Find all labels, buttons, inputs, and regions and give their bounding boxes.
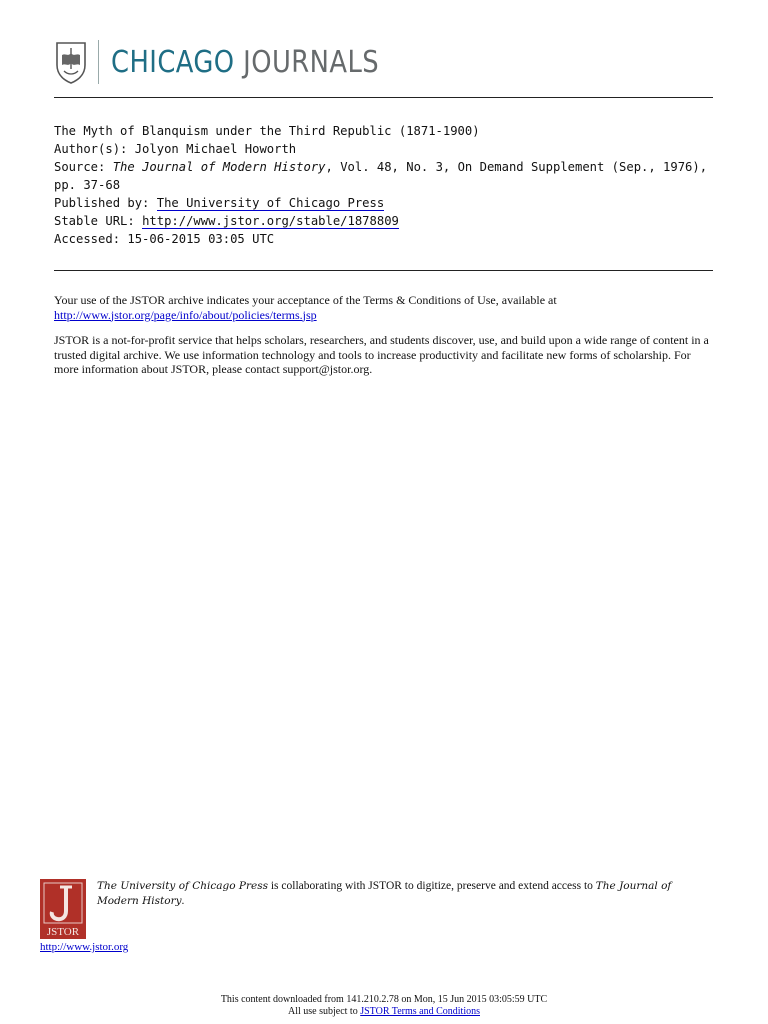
article-metadata bbox=[54, 122, 714, 248]
download-notice bbox=[0, 994, 768, 1018]
article-accessed: Accessed: 15-06-2015 03:05 UTC bbox=[54, 232, 275, 246]
article-source bbox=[54, 158, 714, 194]
source-details: , Vol. 48, No. 3, On Demand Supplement (Sep., 1976), pp. 37-68 bbox=[54, 160, 708, 192]
use-line bbox=[0, 1006, 768, 1018]
jstor-logo-icon bbox=[40, 879, 86, 939]
publisher-link[interactable]: The University of Chicago Press bbox=[156, 196, 385, 210]
use-prefix: All use subject to bbox=[288, 1006, 361, 1017]
author-name: Jolyon Michael Howorth bbox=[134, 142, 297, 156]
collab-text: is collaborating with JSTOR to digitize, preserve and extend access to bbox=[267, 880, 596, 892]
stable-url-link[interactable]: http://www.jstor.org/stable/1878809 bbox=[142, 214, 399, 228]
logo-word-chicago: CHICAGO bbox=[111, 44, 235, 80]
stable-url-label: Stable URL: bbox=[54, 214, 135, 228]
chicago-journals-logo bbox=[54, 38, 423, 86]
collab-journal: The Journal of Modern History bbox=[97, 880, 672, 907]
logo-word-journals: JOURNALS bbox=[243, 44, 380, 80]
logo-divider bbox=[98, 40, 99, 84]
jstor-description: JSTOR is a not-for-profit service that helps scholars, researchers, and students discover, use, and build upon a wide range of content in a trusted digital archive. We use information technology and tools to increase productivity and facilitate new forms of scholarship. For more information about JSTOR, please contact support@jstor.org. bbox=[54, 333, 709, 376]
article-title: The Myth of Blanquism under the Third Republic (1871-1900) bbox=[54, 124, 480, 138]
article-publisher bbox=[54, 194, 714, 212]
source-journal: The Journal of Modern History bbox=[112, 160, 326, 174]
top-divider bbox=[54, 97, 713, 98]
article-stable-url bbox=[54, 212, 714, 230]
university-seal-icon bbox=[54, 39, 88, 85]
terms-paragraph bbox=[54, 293, 716, 322]
jstor-home-link[interactable]: http://www.jstor.org bbox=[40, 941, 129, 953]
jstor-logo-label: JSTOR bbox=[46, 926, 80, 938]
collab-press: The University of Chicago Press bbox=[97, 880, 268, 892]
terms-conditions-link[interactable]: JSTOR Terms and Conditions bbox=[360, 1006, 480, 1017]
middle-divider bbox=[54, 270, 713, 271]
terms-notice bbox=[54, 293, 716, 388]
download-line: This content downloaded from 141.210.2.78 on Mon, 15 Jun 2015 03:05:59 UTC bbox=[220, 994, 548, 1005]
collaboration-notice bbox=[97, 879, 697, 909]
source-label: Source: bbox=[54, 160, 106, 174]
publisher-label: Published by: bbox=[54, 196, 150, 210]
collab-end: . bbox=[181, 895, 185, 907]
logo-wordmark bbox=[111, 45, 379, 80]
terms-text: Your use of the JSTOR archive indicates your acceptance of the Terms & Conditions of Use, available at bbox=[54, 293, 557, 307]
author-label: Author(s): bbox=[54, 142, 128, 156]
article-author bbox=[54, 140, 714, 158]
terms-link[interactable]: http://www.jstor.org/page/info/about/policies/terms.jsp bbox=[54, 307, 317, 322]
